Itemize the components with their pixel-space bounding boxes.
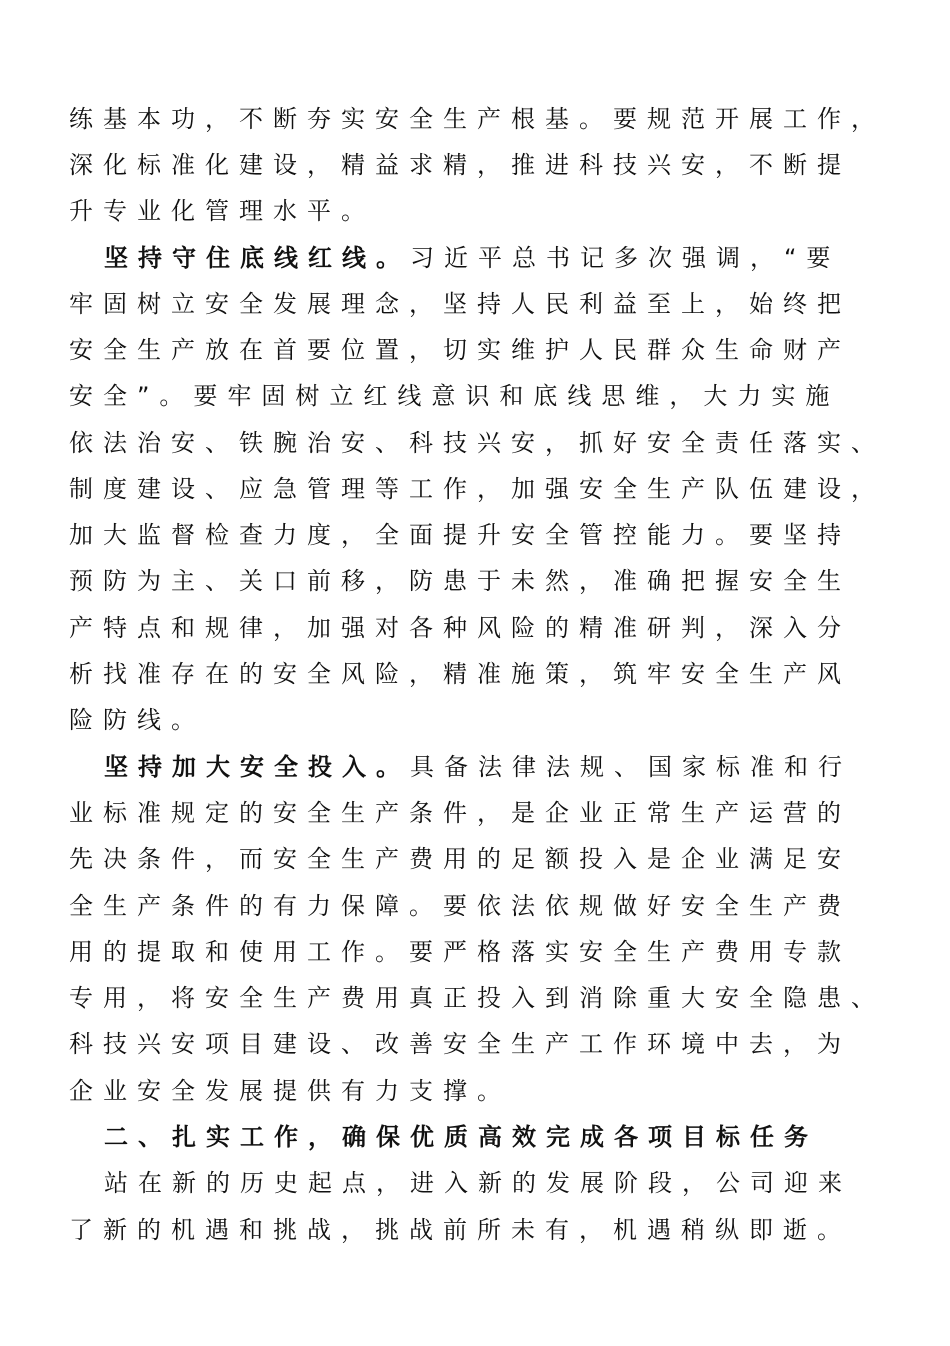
text-line-5: 牢固树立安全发展理念，坚持人民利益至上，始终把 xyxy=(69,290,851,318)
text-line-16: 业标准规定的安全生产条件，是企业正常生产运营的 xyxy=(69,799,851,827)
text-line-24: 站在新的历史起点，进入新的发展阶段，公司迎来 xyxy=(104,1169,852,1197)
text-line-12: 产特点和规律，加强对各种风险的精准研判，深入分 xyxy=(69,614,851,642)
paragraph-heading-investment-line: 坚持加大安全投入。具备法律法规、国家标准和行 xyxy=(104,753,852,781)
paragraph-heading-bottom-line: 坚持守住底线红线。习近平总书记多次强调，“要 xyxy=(104,244,841,272)
section-heading: 二、扎实工作，确保优质高效完成各项目标任务 xyxy=(104,1123,818,1151)
text-line-18: 全生产条件的有力保障。要依法依规做好安全生产费 xyxy=(69,892,851,920)
text-line-13: 析找准存在的安全风险，精准施策，筑牢安全生产风 xyxy=(69,660,851,688)
paragraph-heading: 坚持加大安全投入。 xyxy=(104,753,410,781)
text-line-7: 安全”。要牢固树立红线意识和底线思维，大力实施 xyxy=(69,382,840,410)
text-line-8: 依法治安、铁腕治安、科技兴安，抓好安全责任落实、 xyxy=(69,429,885,457)
text-line-19: 用的提取和使用工作。要严格落实安全生产费用专款 xyxy=(69,938,851,966)
text-line-11: 预防为主、关口前移，防患于未然，准确把握安全生 xyxy=(69,567,851,595)
text-line-17: 先决条件，而安全生产费用的足额投入是企业满足安 xyxy=(69,845,851,873)
text-line-1: 练基本功，不断夯实安全生产根基。要规范开展工作， xyxy=(69,105,885,133)
paragraph-heading: 坚持守住底线红线。 xyxy=(104,244,410,272)
text-line-22: 企业安全发展提供有力支撑。 xyxy=(69,1077,511,1105)
text-line-25: 了新的机遇和挑战，挑战前所未有，机遇稍纵即逝。 xyxy=(69,1216,851,1244)
text-line-3: 升专业化管理水平。 xyxy=(69,197,375,225)
text-line-6: 安全生产放在首要位置，切实维护人民群众生命财产 xyxy=(69,336,851,364)
text-line-20: 专用，将安全生产费用真正投入到消除重大安全隐患、 xyxy=(69,984,885,1012)
text-line-2: 深化标准化建设，精益求精，推进科技兴安，不断提 xyxy=(69,151,851,179)
text-line-14: 险防线。 xyxy=(69,706,205,734)
text-line-10: 加大监督检查力度，全面提升安全管控能力。要坚持 xyxy=(69,521,851,549)
text-line-21: 科技兴安项目建设、改善安全生产工作环境中去，为 xyxy=(69,1030,851,1058)
text-line-9: 制度建设、应急管理等工作，加强安全生产队伍建设， xyxy=(69,475,885,503)
